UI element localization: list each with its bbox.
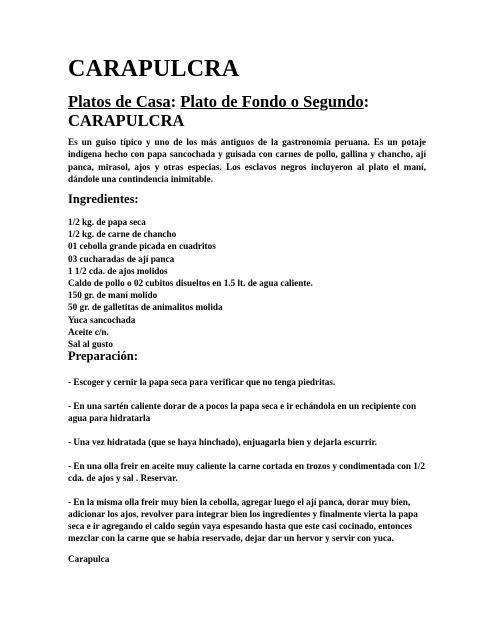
intro-paragraph: Es un guiso típico y uno de los más antiguos de la gastronomía peruana. Es un potaje indígena hecho con papa sancochada y guisada con carnes de pollo, gallina y chancho, ají panca, mirasol, ajos y otras especias. Los esclavos negros incluyeron al plato el maní, dándole una contindencia inimitable.: [68, 137, 426, 184]
preparation-step: - Escoger y cernir la papa seca para verificar que no tenga piedritas.: [68, 377, 336, 387]
footer-caption: Carapulca: [68, 554, 110, 564]
category-link-plato-de-fondo[interactable]: Plato de Fondo o Segundo: [180, 92, 364, 111]
category-link-platos-de-casa[interactable]: Platos de Casa: [68, 92, 171, 111]
ingredient-item: Yuca sancochada: [68, 314, 136, 325]
ingredient-item: 50 gr. de galletitas de animalitos molida: [68, 302, 223, 313]
recipe-subtitle: [68, 92, 448, 130]
preparation-heading: Preparación:: [68, 349, 138, 363]
ingredient-item: 1/2 kg. de papa seca: [68, 217, 146, 227]
recipe-name: CARAPULCRA: [68, 111, 185, 130]
preparation-step: - En una olla freir en aceite muy caliente la carne cortada en trozos y condimentada con 1/2 cda. de ajos y sal . Reservar.: [68, 461, 425, 483]
ingredient-item: Sal al gusto: [68, 339, 113, 350]
ingredients-heading: Ingredientes:: [68, 192, 139, 206]
preparation-step: - En la misma olla freir muy bien la cebolla, agregar luego el ají panca, dorar muy bien, adicionar los ajos, revolver para integrar bien los ingredientes y finalmente vierta la papa seca e ir agregando el caldo según vaya espesando hasta que este casi cocinado, entonces mezclar con la carne que se había reservado, dejar dar un hervor y servir con yuca.: [68, 497, 418, 543]
ingredient-item: Caldo de pollo o 02 cubitos disueltos en 1.5 lt. de agua caliente.: [68, 278, 313, 289]
page-title: CARAPULCRA: [68, 56, 240, 82]
ingredient-item: 150 gr. de maní molido: [68, 290, 158, 301]
ingredients-list: [68, 216, 313, 350]
ingredient-item: Aceite c/n.: [68, 326, 109, 337]
preparation-step: - Una vez hidratada (que se haya hinchado), enjuagarla bien y dejarla escurrir.: [68, 437, 377, 447]
ingredient-item: 1/2 kg. de carne de chancho: [68, 229, 177, 240]
preparation-steps: [68, 376, 430, 544]
ingredient-item: 01 cebolla grande picada en cuadritos: [68, 241, 216, 252]
subtitle-colon: :: [363, 92, 370, 111]
ingredient-item: 03 cucharadas de ají panca: [68, 253, 175, 264]
ingredient-item: 1 1/2 cda. de ajos molidos: [68, 265, 168, 276]
preparation-step: - En una sartén caliente dorar de a pocos la papa seca e ir echándola en un recipiente con agua para hidratarla: [68, 401, 417, 423]
subtitle-separator: :: [170, 92, 181, 111]
